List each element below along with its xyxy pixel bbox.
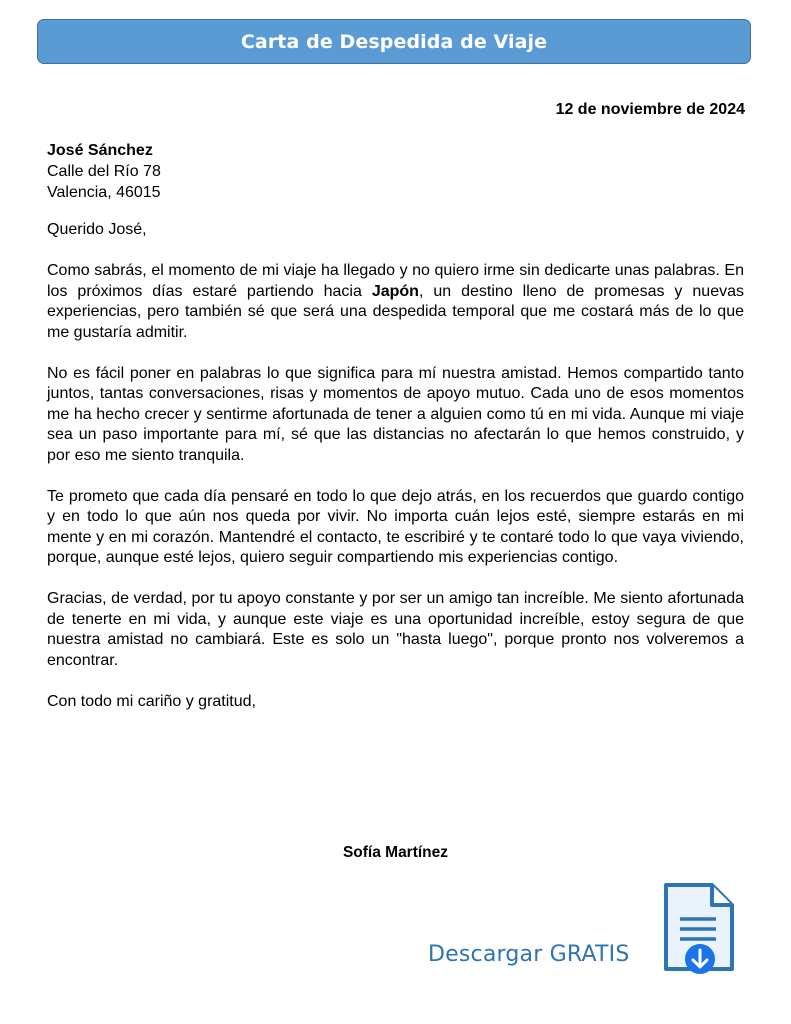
header-banner bbox=[37, 19, 751, 64]
paragraph-1-rest: , un destino lleno de promesas y nuevas experiencias, pero también sé que será una despedida temporal que me costará más de lo que me gustaría admitir. bbox=[47, 282, 744, 341]
paragraph-4: Gracias, de verdad, por tu apoyo constante y por ser un amigo tan increíble. Me siento afortunada de tenerte en mi vida, y aunque este viaje es una oportunidad increíble, estoy segura de que nuestra amistad no cambiará. Este es solo un "hasta luego", porque pronto nos volveremos a encontrar. bbox=[47, 590, 744, 669]
paragraph-3: Te prometo que cada día pensaré en todo lo que dejo atrás, en los recuerdos que guardo contigo y en todo lo que aún nos queda por vivir. No importa cuán lejos esté, siempre estarás en mi mente y en mi corazón. Mantendré el contacto, te escribiré y te contaré todo lo que vaya viviendo, porque, aunque esté lejos, quiero seguir compartiendo mis experiencias contigo. bbox=[47, 487, 744, 566]
page-title: Carta de Despedida de Viaje bbox=[240, 30, 548, 53]
paragraph-1-intro: Como sabrás, el momento de mi viaje ha llegado y no quiero irme sin dedicarte unas palabras. En los próximos días estaré partiendo hacia bbox=[47, 262, 744, 300]
paragraph-1 bbox=[47, 261, 744, 343]
recipient-street: Calle del Río 78 bbox=[47, 163, 161, 180]
letter-body bbox=[47, 220, 744, 733]
signature: Sofía Martínez bbox=[342, 844, 449, 861]
recipient-city: Valencia, 46015 bbox=[47, 184, 161, 201]
download-link[interactable]: Descargar GRATIS bbox=[428, 942, 630, 967]
paragraph-2: No es fácil poner en palabras lo que significa para mí nuestra amistad. Hemos compartido tanto juntos, tantas conversaciones, risas y momentos de apoyo mutuo. Cada uno de esos momentos me ha hecho crecer y sentirme afortunada de tener a alguien como tú en mi vida. Aunque mi viaje sea un paso importante para mí, sé que las distancias no afectarán lo que hemos construido, y por eso me siento tranquila. bbox=[47, 364, 744, 464]
recipient-name: José Sánchez bbox=[47, 142, 153, 159]
document-download-icon[interactable] bbox=[660, 883, 740, 978]
closing: Con todo mi cariño y gratitud, bbox=[47, 692, 256, 710]
destination: Japón bbox=[371, 282, 419, 300]
greeting: Querido José, bbox=[47, 221, 147, 238]
recipient-address bbox=[47, 140, 161, 203]
letter-date: 12 de noviembre de 2024 bbox=[555, 101, 745, 118]
